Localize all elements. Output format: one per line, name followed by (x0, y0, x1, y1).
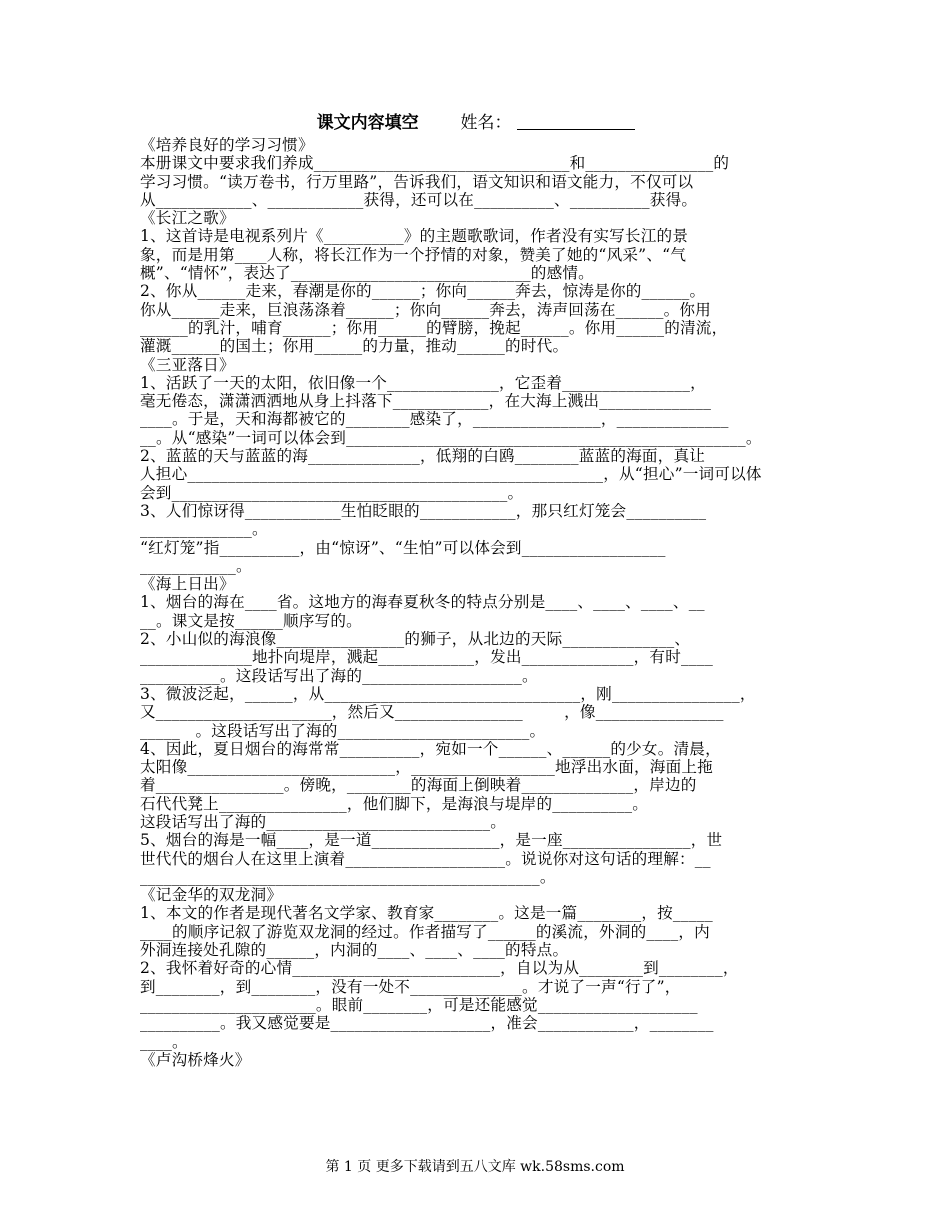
text-line: ______的乳汁，哺育______；你用______的臂膀，挽起______。你用______的清流， (140, 318, 728, 337)
text-line: 3、人们惊讶得____________生怕眨眼的____________，那只红灯笼会__________ (140, 501, 707, 520)
text-line: 学习习惯。“读万卷书，行万里路”，告诉我们，语文知识和语文能力，不仅可以 (140, 172, 694, 191)
text-line: _____ 。这段话写出了海的________________________。 (140, 721, 546, 740)
text-line: “红灯笼”指__________，由“惊讶”、“生怕”可以体会到__________________ (140, 538, 666, 557)
text-line: ______________。 (140, 520, 268, 539)
text-line: 从____________、____________获得，还可以在__________、__________获得。 (140, 190, 698, 209)
text-line: 《培养良好的学习习惯》 (140, 136, 314, 154)
text-line: __________________________________________________。 (140, 867, 556, 886)
text-line: 3、微波泛起，______，从________________________________，刚________________， (140, 684, 756, 703)
text-line: 2、蓝蓝的天与蓝蓝的海______________，低翔的白鸥________蓝蓝的海面，真让 (140, 447, 706, 466)
text-line: 《卢沟桥烽火》 (140, 1050, 251, 1069)
name-field[interactable] (517, 111, 635, 130)
text-line: 这段话写出了海的____________________________。 (140, 812, 507, 831)
text-line: 《记金华的双龙洞》 (140, 886, 283, 905)
text-line: ____。 (140, 1032, 188, 1051)
text-line: 《长江之歌》 (140, 209, 235, 228)
text-line: 着________________。傍晚，________的海面上倒映着______________，岸边的 (140, 776, 697, 795)
text-line: ____。于是，天和海都被它的________感染了，________________，______________ (140, 410, 729, 429)
text-line: 1、本文的作者是现代著名文学家、教育家________。这是一篇________，按_____ (140, 904, 713, 923)
text-line: 世代代的烟台人在这里上演着____________________。说说你对这句话的理解：__ (140, 849, 711, 868)
text-line: 《海上日出》 (140, 575, 235, 594)
text-line: 2、我怀着好奇的心情__________________________，自以为从________到________， (140, 959, 739, 978)
text-line: 又______________________，然后又________________ ，像________________ (140, 703, 724, 722)
text-line: ______________________。眼前________，可是还能感觉____________________ (140, 995, 698, 1014)
text-line: 4、因此，夏日烟台的海常常__________，宛如一个______、______的少女。清晨， (140, 739, 721, 758)
text-line: 1、烟台的海在____省。这地方的海春夏秋冬的特点分别是____、____、____、__ (140, 593, 705, 612)
text-line: 到________，到________，没有一处不______________。才说了一声“行了”， (140, 977, 681, 996)
text-line: __________。这段话写出了海的____________________。 (140, 666, 538, 685)
text-line: __________。我又感觉要是____________________，准会____________，________ (140, 1014, 714, 1033)
title-row (140, 110, 812, 136)
page-footer: 第 1 页 更多下载请到五八文库 wk.58sms.com (325, 1159, 625, 1175)
text-line: 本册课文中要求我们养成________________________________和________________的 (140, 154, 730, 173)
text-line: 会到__________________________________________。 (140, 483, 524, 502)
text-line: 2、小山似的海浪像________________的狮子，从北边的天际______________、 (140, 630, 691, 649)
text-line: ____的顺序记叙了游览双龙洞的经过。作者描写了______的溪流，外洞的____，内 (140, 922, 710, 941)
text-line: 太阳像__________________________，__________________地浮出水面，海面上拖 (140, 758, 713, 777)
text-line: 象，而是用第____人称，将长江作为一个抒情的对象，赞美了她的“风采”、“气 (140, 245, 687, 264)
text-line: 人担心____________________________________________________，从“担心”一词可以体 (140, 465, 762, 484)
text-line: __。课文是按______顺序写的。 (140, 611, 362, 630)
text-line: 概”、“情怀”，表达了______________________________的感情。 (140, 264, 594, 283)
text-line: 《三亚落日》 (140, 355, 235, 374)
text-line: __。从“感染”一词可以体会到__________________________________________________。 (140, 428, 762, 447)
text-line: 石代代凳上________________，他们脚下，是海浪与堤岸的__________。 (140, 794, 649, 813)
text-line: 外洞连接处孔隙的______，内洞的____、____、____的特点。 (140, 941, 569, 960)
worksheet-page (140, 110, 812, 1069)
text-line: 毫无倦态，潇潇洒洒地从身上抖落下____________，在大海上溅出______________ (140, 392, 712, 411)
text-line: 5、烟台的海是一幅____，是一道________________，是一座________________，世 (140, 831, 723, 850)
name-label: 姓名： (460, 113, 512, 133)
text-line: ____________。 (140, 556, 252, 575)
text-line: ______________地扑向堤岸，溅起____________，发出______________，有时____ (140, 648, 713, 667)
text-line: 你从______走来，巨浪荡涤着______；你向______奔去，涛声回荡在______。你用 (140, 300, 711, 319)
page-title: 课文内容填空 (316, 113, 419, 133)
text-line: 1、活跃了一天的太阳，依旧像一个______________，它歪着________________， (140, 373, 706, 392)
worksheet-body (140, 136, 812, 1069)
text-line: 2、你从______走来，春潮是你的______；你向______奔去，惊涛是你的______。 (140, 282, 706, 301)
text-line: 灌溉______的国土；你用______的力量，推动______的时代。 (140, 337, 569, 356)
text-line: 1、这首诗是电视系列片《__________》的主题歌歌词，作者没有实写长江的景 (140, 227, 689, 246)
